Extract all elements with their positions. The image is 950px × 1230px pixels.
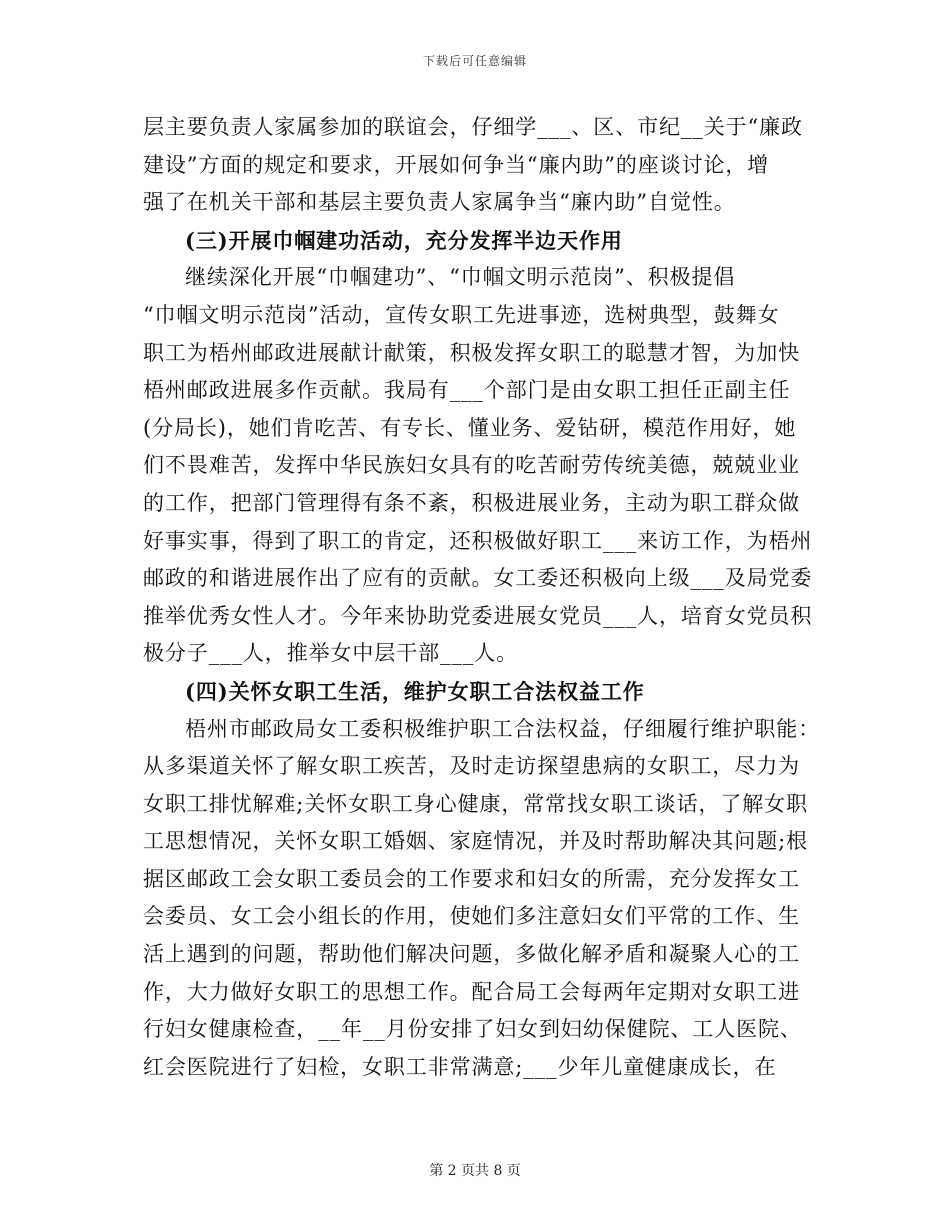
page-footer: 第 2 页共 8 页 <box>429 1163 521 1179</box>
body-line: 建设”方面的规定和要求，开展如何争当“廉内助”的座谈讨论，增 <box>143 152 770 177</box>
body-line: 层主要负责人家属参加的联谊会，仔细学___、区、市纪__关于“廉政 <box>143 115 803 139</box>
section-heading-3: (三)开展巾帼建功活动，充分发挥半边天作用 <box>185 227 623 253</box>
body-line: 继续深化开展“巾帼建功”、“巾帼文明示范岗”、积极提倡 <box>185 265 736 290</box>
body-line: 作，大力做好女职工的思想工作。配合局工会每两年定期对女职工进 <box>143 979 800 1004</box>
section-heading-4: (四)关怀女职工生活，维护女职工合法权益工作 <box>185 678 645 704</box>
body-line: 梧州邮政进展多作贡献。我局有___个部门是由女职工担任正副主任 <box>143 378 791 403</box>
document-body <box>143 109 821 1086</box>
page-header: 下载后可任意编辑 <box>422 54 527 68</box>
body-line: 好事实事，得到了职工的肯定，还积极做好职工___来访工作，为梧州 <box>143 528 813 553</box>
body-line: 据区邮政工会女职工委员会的工作要求和妇女的所需，充分发挥女工 <box>143 866 800 891</box>
body-line: 梧州市邮政局女工委积极维护职工合法权益，仔细履行维护职能： <box>185 716 821 741</box>
body-line: 极分子___人，推举女中层干部___人。 <box>143 641 518 666</box>
body-line: 女职工排忧解难;关怀女职工身心健康，常常找女职工谈话，了解女职 <box>143 791 808 816</box>
body-line: 强了在机关干部和基层主要负责人家属争当“廉内助”自觉性。 <box>143 190 736 215</box>
body-line: 工思想情况，关怀女职工婚姻、家庭情况，并及时帮助解决其问题;根 <box>143 829 808 854</box>
body-line: 的工作，把部门管理得有条不紊，积极进展业务，主动为职工群众做 <box>143 490 800 515</box>
body-line: “巾帼文明示范岗”活动，宣传女职工先进事迹，选树典型，鼓舞女 <box>143 302 780 327</box>
body-line: 推举优秀女性人才。今年来协助党委进展女党员___人，培育女党员积 <box>143 603 813 628</box>
body-line: (分局长)，她们肯吃苦、有专长、懂业务、爱钻研，模范作用好，她 <box>143 415 797 440</box>
body-line: 职工为梧州邮政进展献计献策，积极发挥女职工的聪慧才智，为加快 <box>143 340 800 365</box>
body-line: 红会医院进行了妇检，女职工非常满意;___少年儿童健康成长，在 <box>143 1054 777 1079</box>
body-line: 们不畏难苦，发挥中华民族妇女具有的吃苦耐劳传统美德，兢兢业业 <box>143 453 800 478</box>
body-line: 从多渠道关怀了解女职工疾苦，及时走访探望患病的女职工，尽力为 <box>143 754 800 779</box>
body-line: 行妇女健康检查，__年__月份安排了妇女到妇幼保健院、工人医院、 <box>143 1017 802 1042</box>
body-line: 会委员、女工会小组长的作用，使她们多注意妇女们平常的工作、生 <box>143 904 800 929</box>
body-line: 邮政的和谐进展作出了应有的贡献。女工委还积极向上级___及局党委 <box>143 566 813 591</box>
body-line: 活上遇到的问题，帮助他们解决问题，多做化解矛盾和凝聚人心的工 <box>143 942 800 967</box>
